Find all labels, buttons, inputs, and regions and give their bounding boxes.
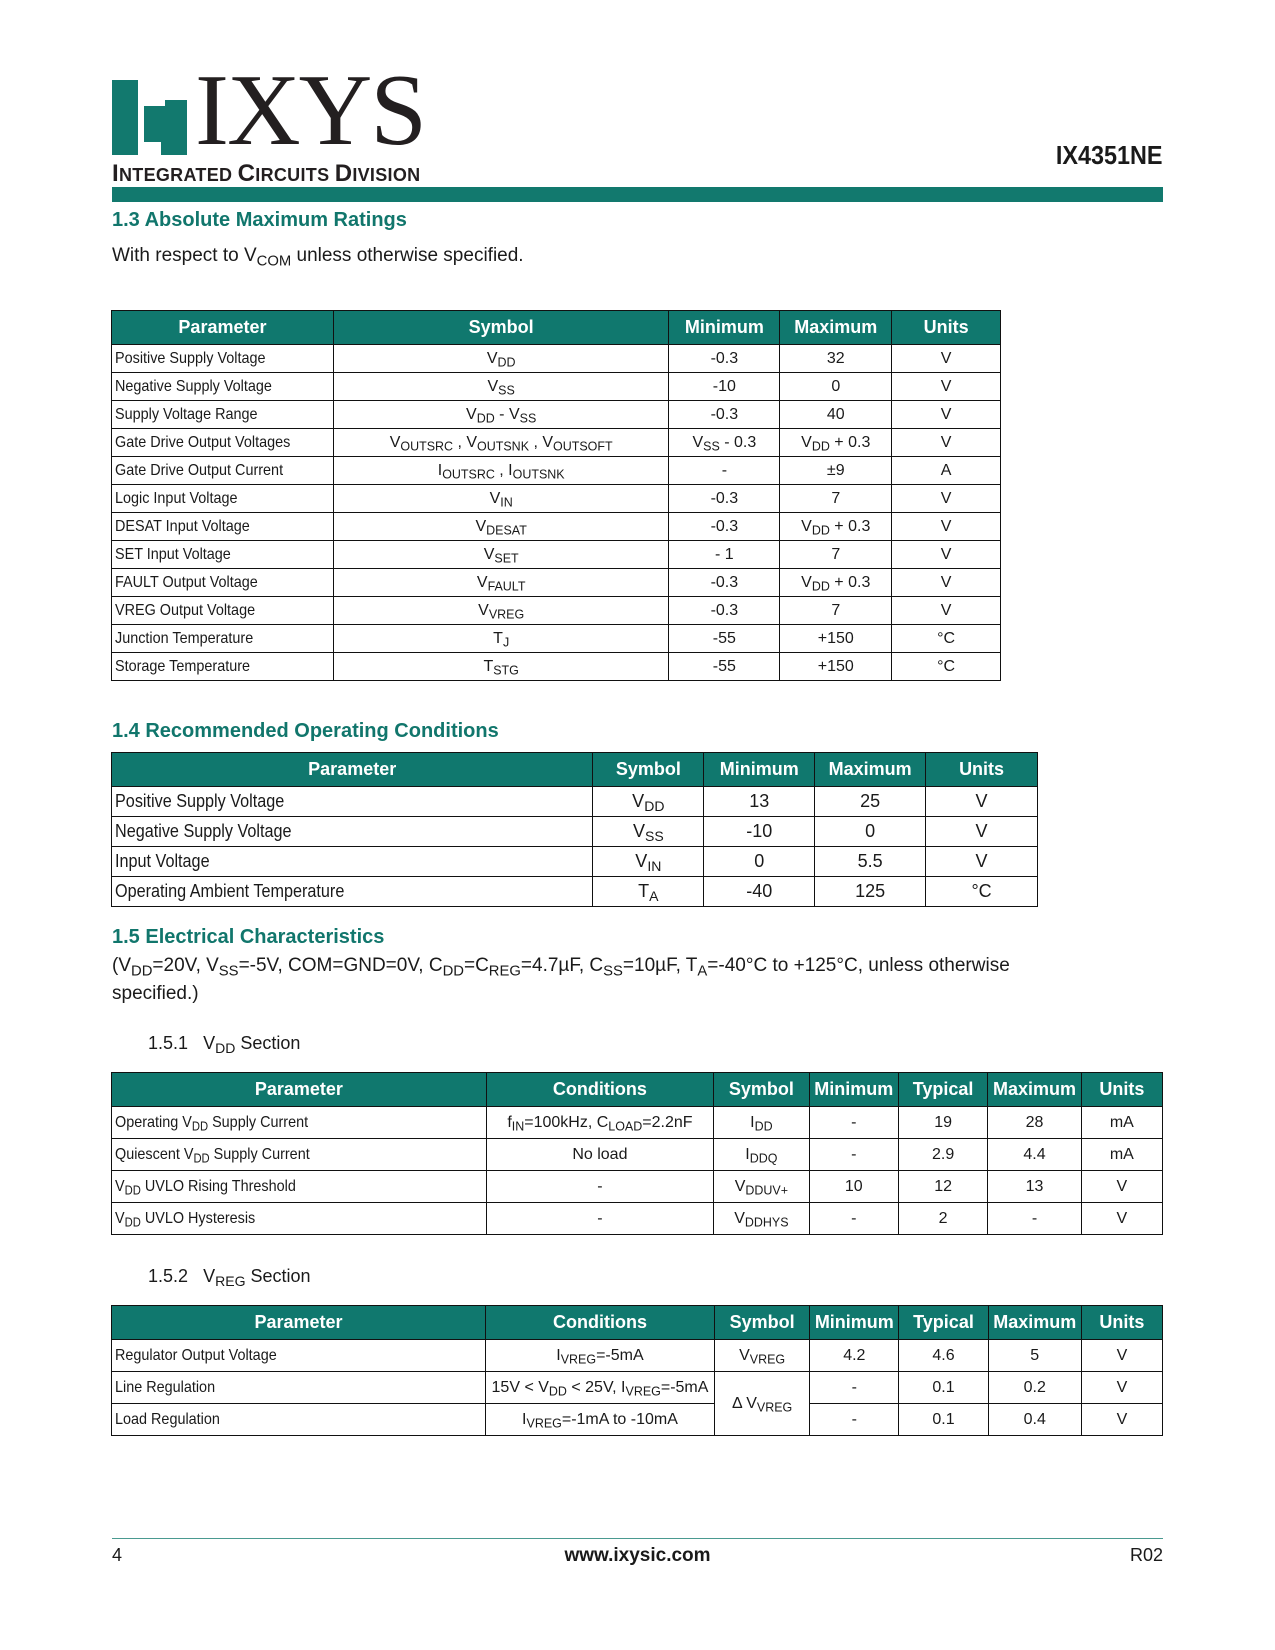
- table-row: FAULT Output Voltage $V_{FAULT}$ -0.3 $V_{DD} + 0.3$ V: [112, 569, 1001, 597]
- table-row: Gate Drive Output Voltages $V_{OUTSRC}$ , $V_{OUTSNK}$ , $V_{OUTSOFT}$ $V_{SS} - 0.3$ $V_{DD} + 0.3$ V: [112, 429, 1001, 457]
- col-header-minimum: Minimum: [809, 1073, 898, 1107]
- table-row: Negative Supply Voltage $V_{SS}$ -10 0 V: [112, 373, 1001, 401]
- table-header-row: [112, 311, 1001, 345]
- table-row: Storage Temperature $T_{STG}$ -55 +150 °C: [112, 653, 1001, 681]
- ixys-logo-mark-icon: [112, 80, 187, 155]
- col-header-symbol: Symbol: [593, 753, 704, 787]
- table-row: DESAT Input Voltage $V_{DESAT}$ -0.3 $V_{DD} + 0.3$ V: [112, 513, 1001, 541]
- col-header-symbol: Symbol: [333, 311, 669, 345]
- table-row: Load Regulation $I_{VREG}=-1mA$ to -10mA - 0.1 0.4 V: [112, 1404, 1163, 1436]
- subsection-title-1-5-1: 1.5.1 $V_{DD}$ Section: [148, 1033, 301, 1057]
- col-header-typical: Typical: [899, 1306, 988, 1340]
- col-header-parameter: Parameter: [112, 753, 593, 787]
- vdd-section-table: [111, 1072, 1163, 1235]
- footer-url-link[interactable]: www.ixysic.com: [564, 1545, 711, 1566]
- table-row: Line Regulation $15V < V_{DD} < 25V$, $I_{VREG}=-5mA$ Δ $V_{VREG}$ - 0.1 0.2 V: [112, 1372, 1163, 1404]
- col-header-units: Units: [926, 753, 1038, 787]
- section-title-1-4: 1.4 Recommended Operating Conditions: [112, 720, 499, 742]
- col-header-conditions: Conditions: [486, 1306, 715, 1340]
- col-header-parameter: Parameter: [112, 1306, 486, 1340]
- col-header-maximum: Maximum: [988, 1306, 1081, 1340]
- col-header-units: Units: [892, 311, 1001, 345]
- col-header-parameter: Parameter: [112, 1073, 487, 1107]
- col-header-typical: Typical: [898, 1073, 987, 1107]
- page-number: 4: [112, 1545, 123, 1565]
- logo-wordmark: IXYS: [195, 54, 426, 167]
- part-number: IX4351NE: [1056, 140, 1163, 170]
- table-row: VREG Output Voltage $V_{VREG}$ -0.3 7 V: [112, 597, 1001, 625]
- vreg-section-table: [111, 1305, 1163, 1436]
- table-header-row: [112, 753, 1038, 787]
- table-row: Positive Supply Voltage $V_{DD}$ -0.3 32 V: [112, 345, 1001, 373]
- ixys-logo: [112, 54, 442, 188]
- section-1-3-note: With respect to $V_{COM}$ unless otherwise specified.: [112, 245, 524, 270]
- col-header-parameter: Parameter: [112, 311, 334, 345]
- table-row: $V_{DD}$ UVLO Rising Threshold - $V_{DDUV+}$ 10 12 13 V: [112, 1171, 1163, 1203]
- table-header-row: [112, 1073, 1163, 1107]
- table-header-row: [112, 1306, 1163, 1340]
- col-header-units: Units: [1081, 1306, 1162, 1340]
- table-row: Operating Ambient Temperature $T_A$ -40 125 °C: [112, 877, 1038, 907]
- table-row: Junction Temperature $T_J$ -55 +150 °C: [112, 625, 1001, 653]
- col-header-minimum: Minimum: [704, 753, 815, 787]
- table-row: Input Voltage $V_{IN}$ 0 5.5 V: [112, 847, 1038, 877]
- section-1-5-conditions: ($V_{DD}=20V$, $V_{SS}=-5V$, COM=GND=0V, $C_{DD}=C_{REG}=4.7\mu F$, $C_{SS}=10\mu F$, $T_A=-40^\circ C$ to +125°C, unless otherwise specified.): [112, 955, 1010, 1004]
- col-header-symbol: Symbol: [714, 1073, 809, 1107]
- section-title-1-3: 1.3 Absolute Maximum Ratings: [112, 209, 407, 231]
- col-header-units: Units: [1081, 1073, 1162, 1107]
- col-header-maximum: Maximum: [988, 1073, 1081, 1107]
- table-row: $V_{DD}$ UVLO Hysteresis - $V_{DDHYS}$ - 2 - V: [112, 1203, 1163, 1235]
- subsection-title-1-5-2: 1.5.2 $V_{REG}$ Section: [148, 1266, 311, 1290]
- col-header-minimum: Minimum: [669, 311, 780, 345]
- table-row: Quiescent $V_{DD}$ Supply Current No load $I_{DDQ}$ - 2.9 4.4 mA: [112, 1139, 1163, 1171]
- footer-divider: [112, 1538, 1163, 1539]
- table-row: Logic Input Voltage $V_{IN}$ -0.3 7 V: [112, 485, 1001, 513]
- table-row: Regulator Output Voltage $I_{VREG}=-5mA$ $V_{VREG}$ 4.2 4.6 5 V: [112, 1340, 1163, 1372]
- col-header-maximum: Maximum: [815, 753, 926, 787]
- table-row: Operating $V_{DD}$ Supply Current $f_{IN}=100kHz$, $C_{LOAD}=2.2nF$ $I_{DD}$ - 19 28 mA: [112, 1107, 1163, 1139]
- absolute-max-ratings-table: [111, 310, 1001, 681]
- table-row: SET Input Voltage $V_{SET}$ - 1 7 V: [112, 541, 1001, 569]
- logo-subtitle: INTEGRATED CIRCUITS DIVISION: [112, 160, 421, 187]
- table-row: Gate Drive Output Current $I_{OUTSRC}$ , $I_{OUTSNK}$ - ±9 A: [112, 457, 1001, 485]
- revision-label: R02: [1129, 1545, 1163, 1565]
- col-header-symbol: Symbol: [714, 1306, 809, 1340]
- table-row: Negative Supply Voltage $V_{SS}$ -10 0 V: [112, 817, 1038, 847]
- section-title-1-5: 1.5 Electrical Characteristics: [112, 926, 385, 948]
- table-row: Supply Voltage Range $V_{DD} - V_{SS}$ -0.3 40 V: [112, 401, 1001, 429]
- recommended-operating-table: [111, 752, 1038, 907]
- merged-symbol-cell: Δ $V_{VREG}$: [714, 1372, 809, 1436]
- col-header-minimum: Minimum: [810, 1306, 899, 1340]
- col-header-conditions: Conditions: [486, 1073, 713, 1107]
- header-divider-bar: [112, 187, 1163, 202]
- col-header-maximum: Maximum: [780, 311, 892, 345]
- table-row: Positive Supply Voltage $V_{DD}$ 13 25 V: [112, 787, 1038, 817]
